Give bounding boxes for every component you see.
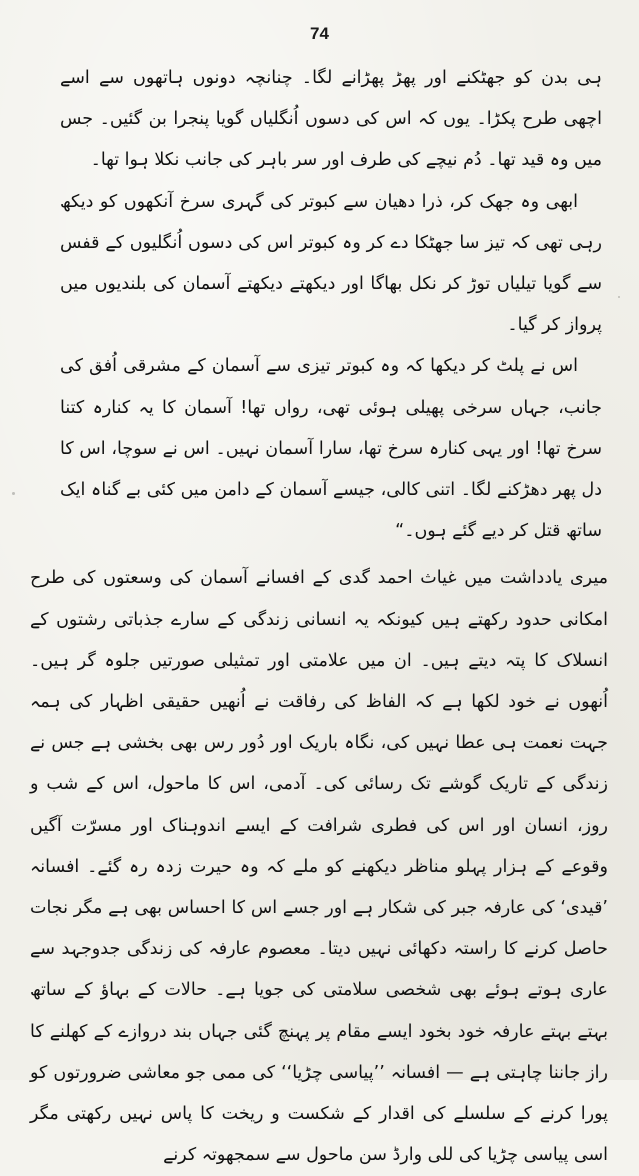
page-number: 74 bbox=[310, 24, 329, 43]
quote-paragraph: ابھی وہ جھک کر، ذرا دھیان سے کبوتر کی گہری سرخ آنکھوں کو دیکھ رہی تھی کہ تیز سا جھٹکا دے کر وہ کبوتر اس کی دسوں اُنگلیوں کے قفس سے گویا تیلیاں توڑ کر نکل بھاگا اور دیکھتے دیکھتے آسمان کی بلندیوں میں پرواز کر گیا۔ bbox=[60, 191, 602, 336]
quote-paragraph: ہی بدن کو جھٹکنے اور پھڑ پھڑانے لگا۔ چنانچہ دونوں ہاتھوں سے اسے اچھی طرح پکڑا۔ یوں کہ اس کی دسوں اُنگلیاں گویا پنجرا بن گئیں۔ جس میں وہ قید تھا۔ دُم نیچے کی طرف اور سر باہر کی جانب نکلا ہوا تھا۔ bbox=[60, 68, 602, 171]
body-paragraph: میری یادداشت میں غیاث احمد گدی کے افسانے آسمان کی وسعتوں کی طرح امکانی حدود رکھتے ہیں کیونکہ یہ انسانی زندگی کے سارے جذباتی رشتوں کے انسلاک کا پتہ دیتے ہیں۔ ان میں علامتی اور تمثیلی صورتیں جلوہ گر ہیں۔ اُنھوں نے خود لکھا ہے کہ الفاظ کی رفاقت نے اُنھیں حقیقی اظہار کی ہمہ جہت نعمت ہی عطا نہیں کی، نگاہ باریک اور دُور رس بھی بخشی ہے جس نے زندگی کے تاریک گوشے تک رسائی کی۔ آدمی، اس کا ماحول، اس کے شب و روز، انسان اور اس کی فطری شرافت کے ایسے اندوہناک اور مسرّت آگیں وقوعے کے ہزار پہلو مناظر دیکھنے کو ملے کہ وہ حیرت زدہ رہ گئے۔ افسانہ ’قیدی‘ کی عارفہ جبر کی شکار ہے اور جسے اس کا احساس بھی ہے مگر نجات حاصل کرنے کا راستہ دکھائی نہیں دیتا۔ معصوم عارفہ کی زندگی جدوجہد سے عاری ہوتے ہوئے بھی شخصی سلامتی کی جویا ہے۔ حالات کے بہاؤ کے ساتھ بہتے بہتے عارفہ خود بخود ایسے مقام پر پہنچ گئی جہاں بند دروازے کے کھلنے کا راز جاننا چاہتی ہے — افسانہ ’’پیاسی چڑیا‘‘ کی ممی جو معاشی ضرورتوں کو پورا کرنے کے سلسلے کی اقدار کے شکست و ریخت کا پاس نہیں رکھتی مگر اسی پیاسی چڑیا کی للی وارڈ سن ماحول سے سمجھوتہ کرنے bbox=[30, 568, 608, 1166]
paper-speck bbox=[618, 296, 620, 298]
quoted-excerpt bbox=[30, 58, 608, 552]
quote-paragraph: اس نے پلٹ کر دیکھا کہ وہ کبوتر تیزی سے آسمان کے مشرقی اُفق کی جانب، جہاں سرخی پھیلی ہوئی تھی، رواں تھا! آسمان کا یہ کنارہ کتنا سرخ تھا! اور یہی کنارہ سرخ تھا، سارا آسمان نہیں۔ اس نے سوچا، اس کا دل پھر دھڑکنے لگا۔ اتنی کالی، جیسے آسمان کے دامن میں کئی بے گناہ ایک ساتھ قتل کر دیے گئے ہوں۔“ bbox=[60, 356, 602, 542]
page-text bbox=[30, 58, 608, 1176]
paper-speck bbox=[12, 492, 15, 495]
